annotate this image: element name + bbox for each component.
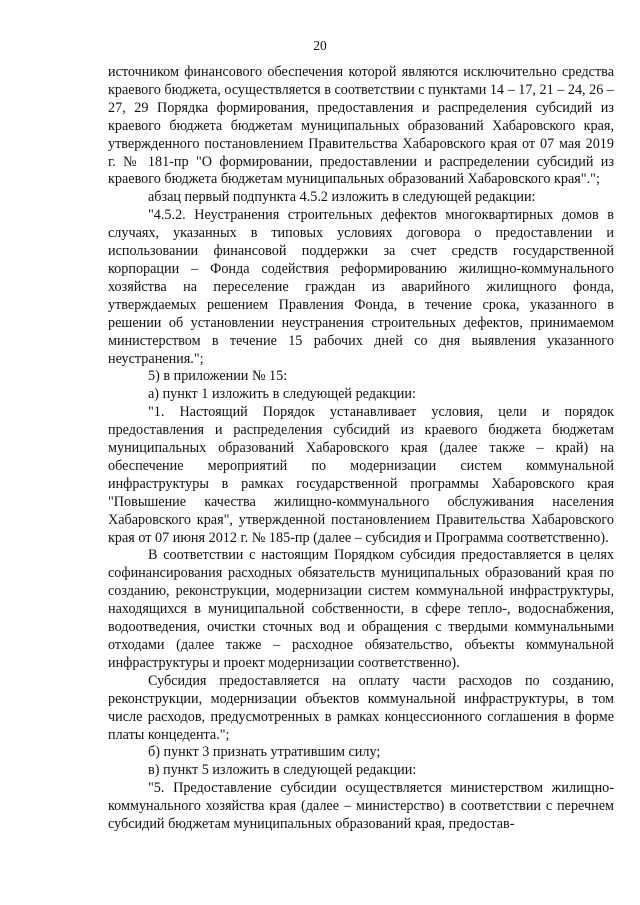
paragraph-point-5-text: "5. Предоставление субсидии осуществляется министерством жилищно-коммунального хозяйства края (далее – министерство) в соответствии с перечнем субсидий бюджетам муниципальных образований края, предостав-: [108, 780, 614, 833]
paragraph-continuation: источником финансового обеспечения которой являются исключительно средства краевого бюджета, осуществляется в соответствии с пунктами 14 – 17, 21 – 24, 26 – 27, 29 Порядка формирования, предоставления и распределения субсидий из краевого бюджета бюджетам муниципальных образований Хабаровского края, утвержденного постановлением Правительства Хабаровского края от 07 мая 2019 г. № 181-пр "О формировании, предоставлении и распределении субсидий из краевого бюджета бюджетам муниципальных образований Хабаровского края".";: [108, 64, 614, 188]
paragraph-point-1-text: "1. Настоящий Порядок устанавливает условия, цели и порядок предоставления и распределения субсидий из краевого бюджета бюджетам муниципальных образований Хабаровского края (далее также – край) на обеспечение мероприятий по модернизации систем коммунальной инфраструктуры в рамках государственной программы Хабаровского края "Повышение качества жилищно-коммунального обслуживания населения Хабаровского края", утвержденной постановлением Правительства Хабаровского края от 07 июня 2012 г. № 185-пр (далее – субсидия и Программа соответственно).: [108, 404, 614, 546]
paragraph-appendix-15: 5) в приложении № 15:: [148, 368, 288, 385]
paragraph-amendment-intro: абзац первый подпункта 4.5.2 изложить в следующей редакции:: [148, 189, 536, 206]
paragraph-subsidy-payment: Субсидия предоставляется на оплату части расходов по созданию, реконструкции, модернизации объектов коммунальной инфраструктуры, в том числе расходов, предусмотренных в рамках концессионного соглашения в форме платы концедента.";: [108, 672, 614, 743]
paragraph-point-1-intro: а) пункт 1 изложить в следующей редакции:: [148, 386, 416, 403]
paragraph-point-5-intro: в) пункт 5 изложить в следующей редакции:: [148, 762, 417, 779]
page-number: 20: [313, 38, 327, 53]
document-body: [108, 64, 614, 834]
paragraph-clause-4-5-2: "4.5.2. Неустранения строительных дефектов многоквартирных домов в случаях, указанных в типовых условиях договора о предоставлении и использовании финансовой поддержки за счет средств государственной корпорации – Фонда содействия реформированию жилищно-коммунального хозяйства на переселение граждан из аварийного жилищного фонда, утверждаемых решением Правления Фонда, в течение срока, указанного в решении об установлении неустранения строительных дефектов, принимаемом министерством в течение 15 рабочих дней со дня выявления указанного неустранения.";: [108, 207, 614, 367]
paragraph-subsidy-purpose: В соответствии с настоящим Порядком субсидия предоставляется в целях софинансирования расходных обязательств муниципальных образований края по созданию, реконструкции, модернизации систем коммунальной инфраструктуры, находящихся в муниципальной собственности, в сфере тепло-, водоснабжения, водоотведения, очистки сточных вод и обращения с твердыми коммунальными отходами (далее также – расходное обязательство, объекты коммунальной инфраструктуры и проект модернизации соответственно).: [108, 547, 614, 671]
paragraph-point-3: б) пункт 3 признать утратившим силу;: [148, 744, 381, 761]
